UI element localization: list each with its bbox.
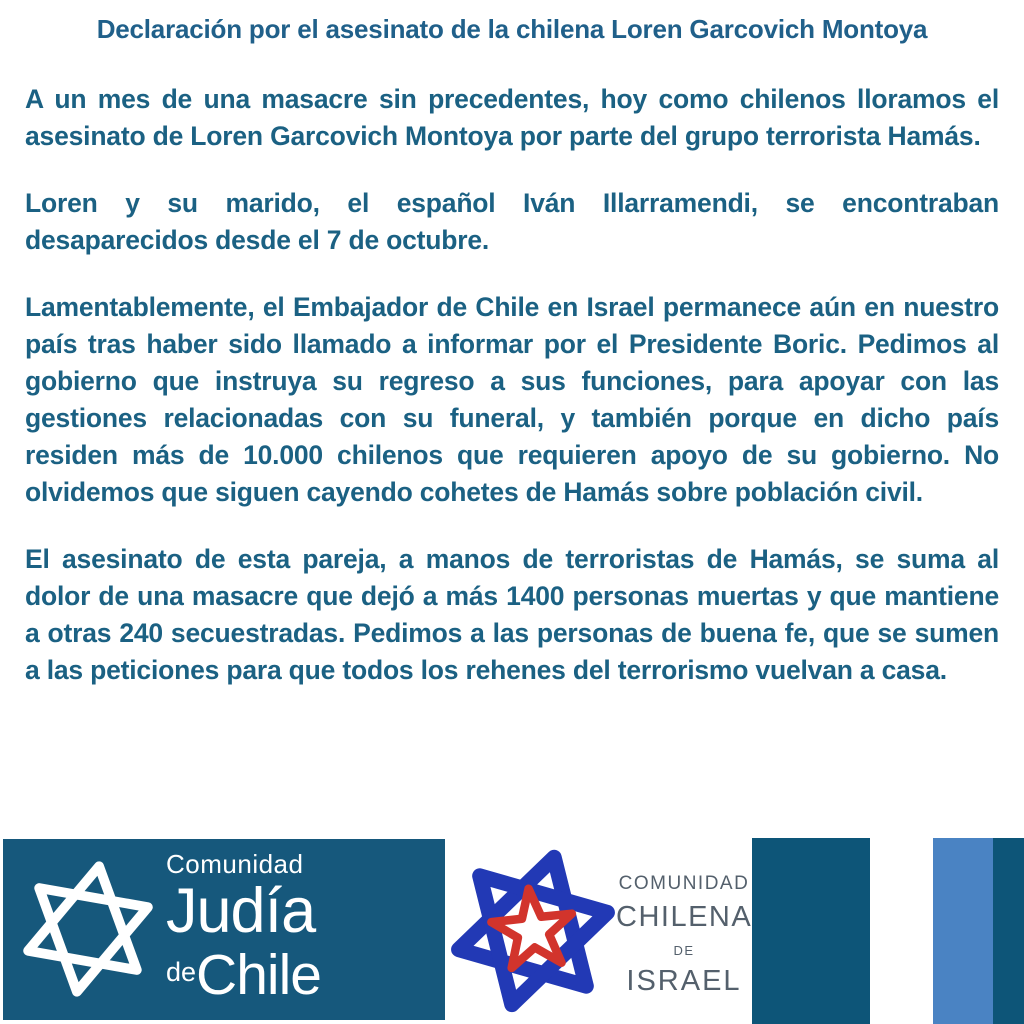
cjch-de: de	[166, 957, 197, 987]
cchi-line-israel: ISRAEL	[626, 965, 742, 997]
cchi-line-chilena: CHILENA	[616, 901, 753, 933]
star-of-david-icon	[13, 849, 163, 1009]
comunidad-chilena-israel-logo	[446, 838, 752, 1024]
cjch-line-comunidad: Comunidad	[166, 849, 304, 879]
comunidad-chilena-israel-wordmark	[616, 874, 752, 996]
statement-paragraph-1: A un mes de una masacre sin precedentes, hoy como chilenos lloramos el asesinato de Loren Garcovich Montoya por parte del grupo terrorista Hamás.	[25, 84, 999, 151]
cjch-line-judia: Judía	[166, 876, 316, 946]
footer-stripe-dark-2	[993, 838, 1024, 1024]
cjch-chile: Chile	[196, 943, 321, 1007]
comunidad-judia-chile-logo	[3, 839, 445, 1020]
star-of-david-icon	[448, 846, 618, 1016]
comunidad-judia-chile-wordmark	[166, 849, 321, 1007]
statement-paragraph-4: El asesinato de esta pareja, a manos de terroristas de Hamás, se suma al dolor de una masacre que dejó a más 1400 personas muertas y que mantiene a otras 240 secuestradas. Pedimos a las personas de buena fe, que se sumen a las peticiones para que todos los rehenes del terrorismo vuelvan a casa.	[25, 544, 999, 685]
statement-paragraph-2: Loren y su marido, el español Iván Illarramendi, se encontraban desaparecidos desde el 7 de octubre.	[25, 188, 999, 255]
cchi-line-comunidad: COMUNIDAD	[618, 873, 750, 894]
cjch-line-de-chile	[166, 943, 321, 1007]
footer-stripe-light-blue	[933, 838, 993, 1024]
footer-stripe-dark-1	[752, 838, 870, 1024]
cchi-line-de: DE	[673, 943, 695, 958]
statement-paragraph-3: Lamentablemente, el Embajador de Chile en Israel permanece aún en nuestro país tras haber sido llamado a informar por el Presidente Boric. Pedimos al gobierno que instruya su regreso a sus funciones, para apoyar con las gestiones relacionadas con su funeral, y también porque en dicho país residen más de 10.000 chilenos que requieren apoyo de su gobierno. No olvidemos que siguen cayendo cohetes de Hamás sobre población civil.	[25, 292, 999, 507]
statement-title: Declaración por el asesinato de la chilena Loren Garcovich Montoya	[96, 14, 928, 44]
